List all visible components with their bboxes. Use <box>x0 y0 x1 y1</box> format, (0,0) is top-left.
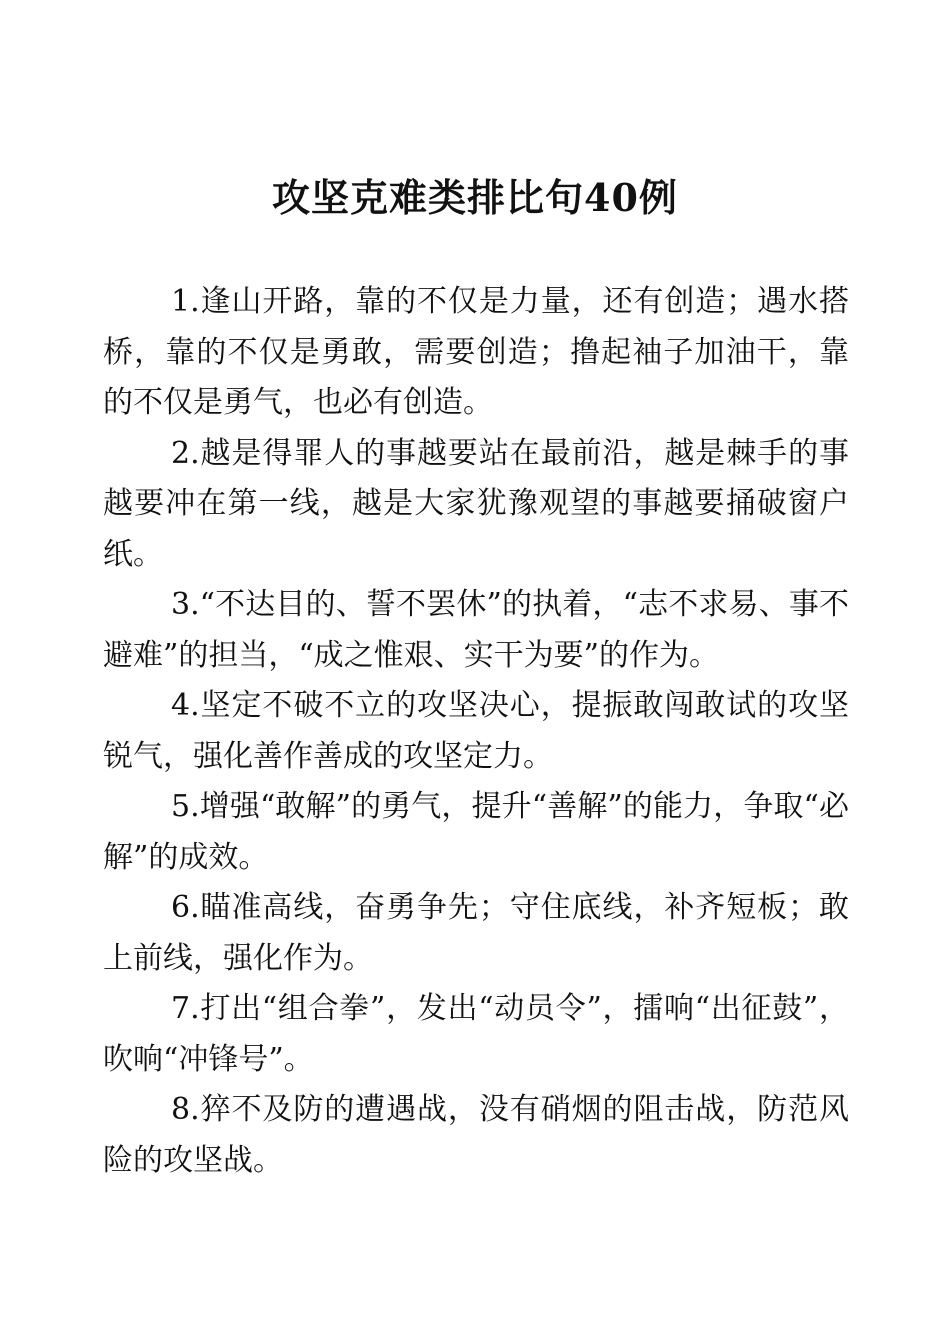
paragraph-5: 5.增强“敢解”的勇气，提升“善解”的能力，争取“必解”的成效。 <box>103 789 849 875</box>
paragraph-2: 2.越是得罪人的事越要站在最前沿，越是棘手的事越要冲在第一线，越是大家犹豫观望的事越要捅破窗户纸。 <box>103 435 849 572</box>
paragraph-3: 3.“不达目的、誓不罢休”的执着，“志不求易、事不避难”的担当，“成之惟艰、实干为要”的作为。 <box>103 587 849 673</box>
paragraph-8: 8.猝不及防的遭遇战，没有硝烟的阻击战，防范风险的攻坚战。 <box>103 1092 849 1178</box>
paragraph-6: 6.瞄准高线，奋勇争先；守住底线，补齐短板；敢上前线，强化作为。 <box>103 890 849 976</box>
paragraph-4: 4.坚定不破不立的攻坚决心，提振敢闯敢试的攻坚锐气，强化善作善成的攻坚定力。 <box>103 688 849 774</box>
document-title: 攻坚克难类排比句40例 <box>272 175 678 220</box>
paragraph-1: 1.逢山开路，靠的不仅是力量，还有创造；遇水搭桥，靠的不仅是勇敢，需要创造；撸起袖子加油干，靠的不仅是勇气，也必有创造。 <box>103 284 849 420</box>
document-body <box>103 277 849 1186</box>
paragraph-7: 7.打出“组合拳”，发出“动员令”，擂响“出征鼓”，吹响“冲锋号”。 <box>103 991 849 1077</box>
